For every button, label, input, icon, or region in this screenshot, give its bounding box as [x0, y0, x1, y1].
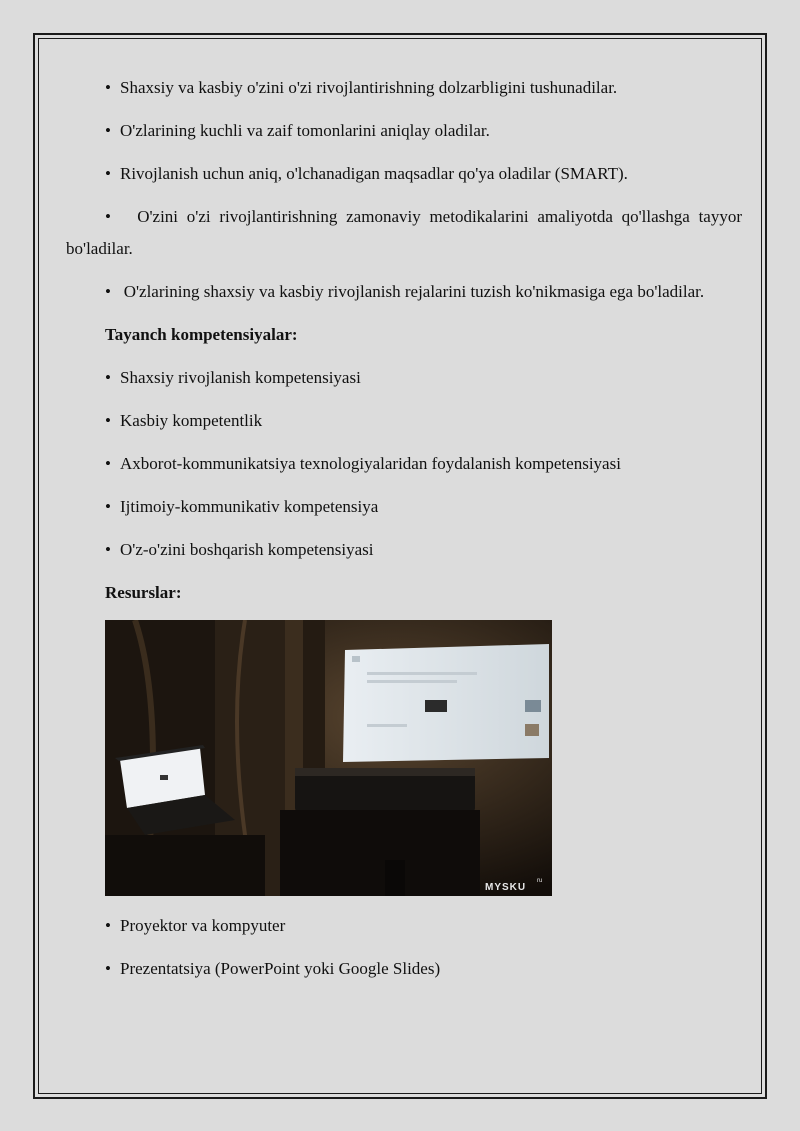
outcome-item: • O'zlarining kuchli va zaif tomonlarini aniqlay oladilar. [66, 115, 742, 147]
competency-item: • Kasbiy kompetentlik [66, 405, 742, 437]
resource-item: • Proyektor va kompyuter [66, 910, 742, 942]
resource-item: • Prezentatsiya (PowerPoint yoki Google Slides) [66, 953, 742, 985]
resources-heading: Resurslar: [105, 583, 182, 602]
competency-item: • O'z-o'zini boshqarish kompetensiyasi [66, 534, 742, 566]
outcome-item: • O'zlarining shaxsiy va kasbiy rivojlanish rejalarini tuzish ko'nikmasiga ega bo'ladilar. [105, 282, 705, 301]
competencies-heading: Tayanch kompetensiyalar: [105, 325, 298, 344]
outcome-item: • O'zini o'zi rivojlantirishning zamonaviy metodikalarini amaliyotda qo'llashga tayyor bo'ladilar. [66, 207, 742, 258]
competency-item: • Ijtimoiy-kommunikativ kompetensiya [66, 491, 742, 523]
competency-item: • Axborot-kommunikatsiya texnologiyalaridan foydalanish kompetensiyasi [66, 448, 742, 480]
photo-watermark: MYSKU [485, 882, 527, 893]
document-body [66, 72, 742, 996]
competency-item: • Shaxsiy rivojlanish kompetensiyasi [66, 362, 742, 394]
photo-watermark-sup: ru [537, 878, 543, 884]
projector-photo [105, 620, 552, 896]
outcome-item: • Rivojlanish uchun aniq, o'lchanadigan maqsadlar qo'ya oladilar (SMART). [66, 158, 742, 190]
outcome-item: • Shaxsiy va kasbiy o'zini o'zi rivojlantirishning dolzarbligini tushunadilar. [66, 72, 742, 104]
